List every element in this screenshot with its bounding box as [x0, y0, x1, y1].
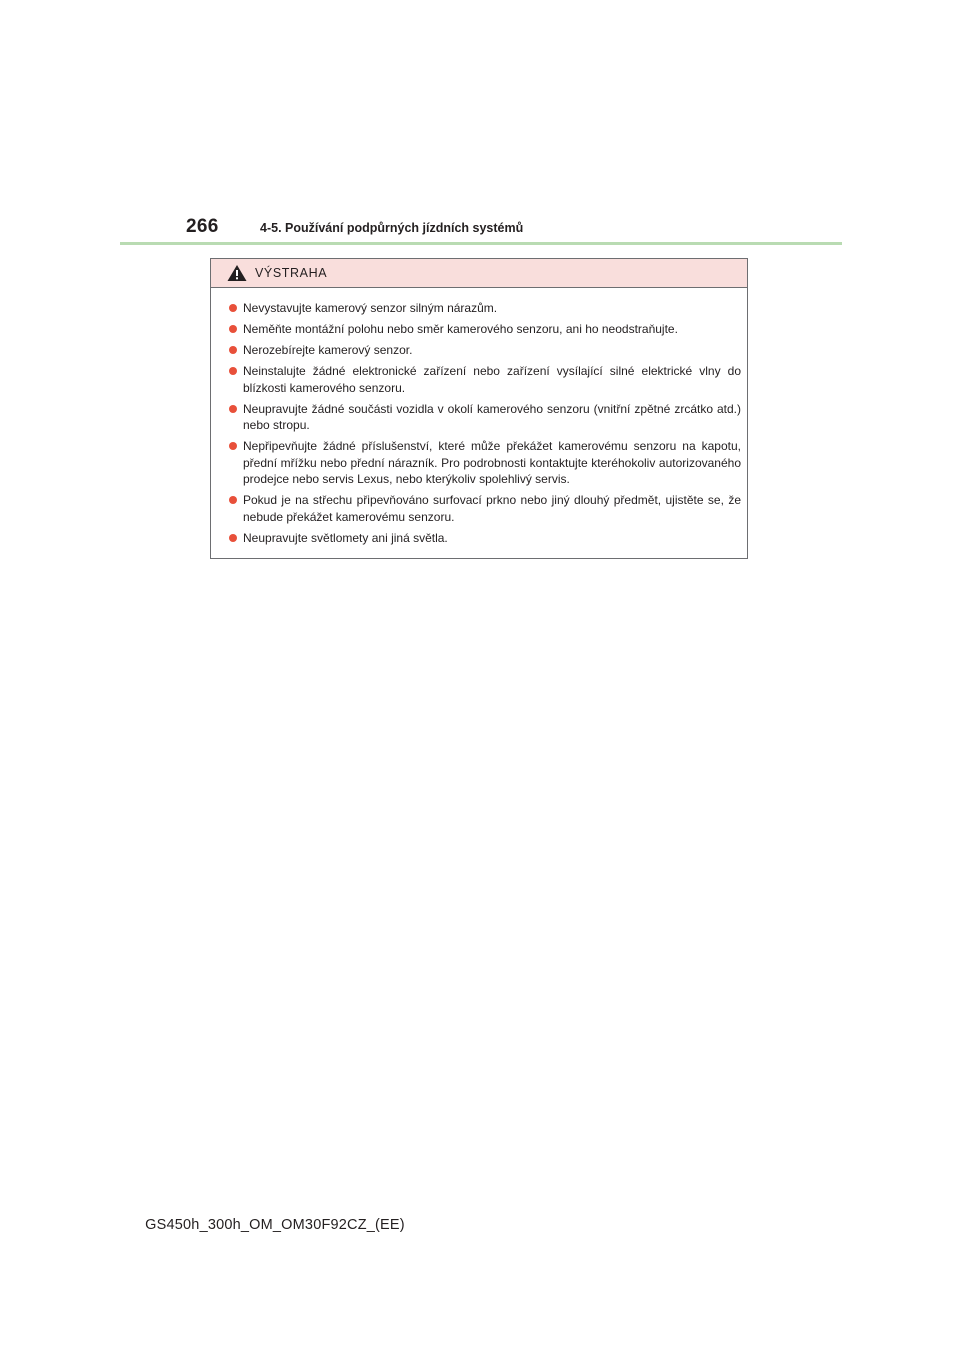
bullet-icon: [229, 442, 237, 450]
bullet-icon: [229, 346, 237, 354]
section-title: 4-5. Používání podpůrných jízdních systémů: [260, 221, 524, 235]
warning-item: [229, 492, 741, 525]
warning-item-text: Pokud je na střechu připevňováno surfovací prkno nebo jiný dlouhý předmět, ujistěte se, že nebude překážet kamerovému senzoru.: [243, 493, 741, 524]
warning-item: [229, 321, 741, 338]
warning-item: [229, 300, 741, 317]
warning-triangle-icon: [227, 264, 247, 282]
footer-document-code: GS450h_300h_OM_OM30F92CZ_(EE): [145, 1217, 405, 1233]
warning-item-text: Neupravujte světlomety ani jiná světla.: [243, 530, 448, 545]
warning-item: [229, 342, 741, 359]
warning-item: [229, 438, 741, 488]
header-divider: [120, 242, 842, 245]
warning-item-text: Nerozebírejte kamerový senzor.: [243, 343, 413, 357]
warning-item-text: Neupravujte žádné součásti vozidla v okolí kamerového senzoru (vnitřní zpětné zrcátko atd.) nebo stropu.: [243, 401, 741, 432]
bullet-icon: [229, 534, 237, 542]
page-number: 266: [186, 216, 219, 237]
warning-item: [229, 363, 741, 396]
warning-item-text: Nepřipevňujte žádné příslušenství, které může překážet kamerovému senzoru na kapotu, přední mřížku nebo přední nárazník. Pro podrobnosti kontaktujte kteréhokoliv autorizovaného prodejce nebo servis Lexus, nebo kterýkoliv spolehlivý servis.: [243, 439, 741, 486]
bullet-icon: [229, 367, 237, 375]
warning-label: VÝSTRAHA: [255, 266, 328, 280]
warning-item: [229, 401, 741, 434]
bullet-icon: [229, 496, 237, 504]
warning-item-text: Nevystavujte kamerový senzor silným nárazům.: [243, 301, 498, 315]
warning-header: [211, 259, 747, 288]
warning-item-text: Neinstalujte žádné elektronické zařízení nebo zařízení vysílající silné elektrické vlny do blízkosti kamerového senzoru.: [243, 364, 741, 395]
warning-box: [210, 258, 748, 559]
bullet-icon: [229, 304, 237, 312]
warning-item: [229, 530, 741, 547]
warning-item-text: Neměňte montážní polohu nebo směr kamerového senzoru, ani ho neodstraňujte.: [243, 322, 678, 336]
warning-list: [211, 288, 747, 546]
page-header: [120, 216, 842, 246]
bullet-icon: [229, 325, 237, 333]
bullet-icon: [229, 405, 237, 413]
